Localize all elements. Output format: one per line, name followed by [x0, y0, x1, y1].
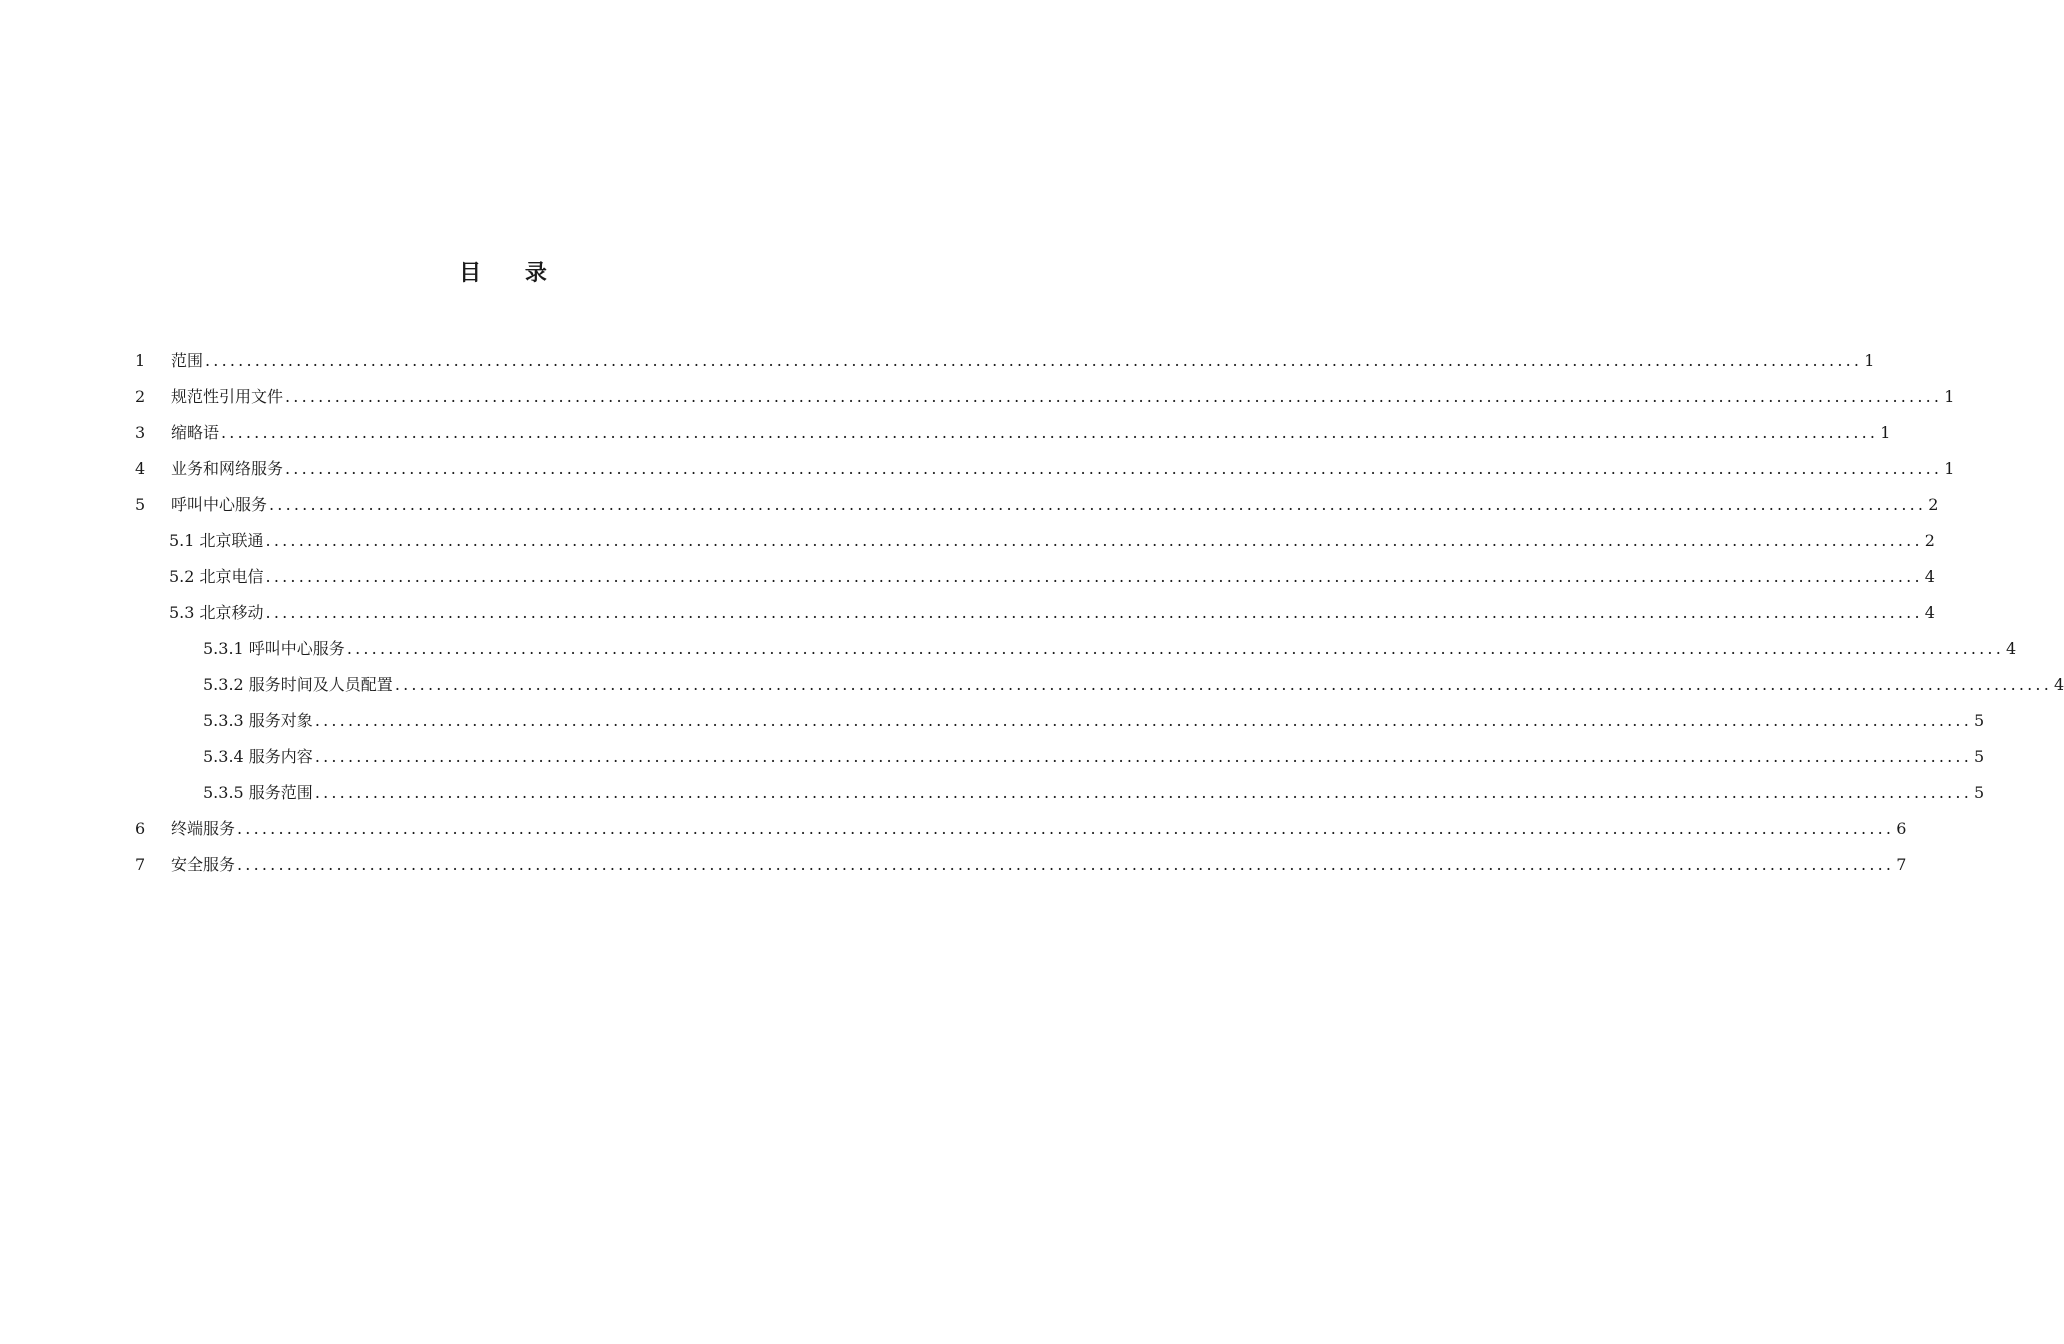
toc-entry-page: 1: [1864, 351, 1875, 370]
toc-entry[interactable]: [135, 487, 1939, 523]
toc-entry[interactable]: [135, 739, 1985, 775]
toc-leader-dots: ........................................................................................................................................................................................................: [314, 747, 1972, 766]
toc-leader-dots: ........................................................................................................................................................................................................: [269, 495, 1927, 514]
toc-leader-dots: ........................................................................................................................................................................................................: [346, 639, 2004, 658]
toc-leader-dots: ........................................................................................................................................................................................................: [314, 783, 1972, 802]
toc-entry-page: 4: [1924, 567, 1935, 586]
toc-entry-title: 业务和网络服务: [171, 459, 284, 478]
toc-entry-title: 5.3.2 服务时间及人员配置: [203, 675, 393, 694]
toc-entry-page: 4: [2006, 639, 2017, 658]
toc-entry-page: 7: [1896, 855, 1907, 874]
toc-entry-title: 5.1 北京联通: [169, 531, 264, 550]
toc-entry-page: 5: [1974, 783, 1985, 802]
toc-entry-number: 1: [135, 351, 146, 370]
toc-entry-page: 5: [1974, 747, 1985, 766]
toc-entry[interactable]: [135, 811, 1907, 847]
toc-entry-page: 2: [1928, 495, 1939, 514]
toc-entry-title: 呼叫中心服务: [171, 495, 268, 514]
toc-entry[interactable]: [135, 415, 1891, 451]
toc-entry-title: 安全服务: [171, 855, 236, 874]
toc-entry[interactable]: [135, 343, 1875, 379]
toc-entry-title: 缩略语: [171, 423, 220, 442]
toc-leader-dots: ........................................................................................................................................................................................................: [314, 711, 1972, 730]
toc-entry[interactable]: [135, 523, 1935, 559]
toc-entry-title: 5.3.1 呼叫中心服务: [203, 639, 345, 658]
toc-entry-page: 2: [1924, 531, 1935, 550]
toc-entry-title: 5.2 北京电信: [169, 567, 264, 586]
toc-title: 目 录: [459, 261, 565, 286]
toc-entry-number: 6: [135, 819, 146, 838]
toc-entry[interactable]: [135, 775, 1985, 811]
toc-entry-page: 1: [1944, 459, 1955, 478]
toc-entry[interactable]: [135, 595, 1935, 631]
toc-entry-title: 5.3 北京移动: [169, 603, 264, 622]
toc-leader-dots: ........................................................................................................................................................................................................: [221, 423, 1879, 442]
toc-leader-dots: ........................................................................................................................................................................................................: [205, 351, 1863, 370]
toc-entry-page: 6: [1896, 819, 1907, 838]
toc-entry[interactable]: [135, 379, 1955, 415]
toc-entry-page: 1: [1944, 387, 1955, 406]
toc-entry-title: 5.3.5 服务范围: [203, 783, 313, 802]
toc-entry[interactable]: [135, 847, 1907, 883]
toc-leader-dots: ........................................................................................................................................................................................................: [394, 675, 2052, 694]
toc-entry-page: 5: [1974, 711, 1985, 730]
toc-leader-dots: ........................................................................................................................................................................................................: [265, 531, 1923, 550]
toc-entry-page: 4: [1924, 603, 1935, 622]
toc-entry-number: 3: [135, 423, 146, 442]
toc-leader-dots: ........................................................................................................................................................................................................: [285, 387, 1943, 406]
toc-leader-dots: ........................................................................................................................................................................................................: [265, 603, 1923, 622]
toc-entry[interactable]: [135, 703, 1985, 739]
toc-leader-dots: ........................................................................................................................................................................................................: [265, 567, 1923, 586]
toc-entry-number: 5: [135, 495, 146, 514]
toc-entry-title: 5.3.4 服务内容: [203, 747, 313, 766]
toc-entry-number: 7: [135, 855, 146, 874]
toc-entry-title: 终端服务: [171, 819, 236, 838]
toc-leader-dots: ........................................................................................................................................................................................................: [285, 459, 1943, 478]
table-of-contents: [135, 343, 2064, 883]
toc-entry-page: 1: [1880, 423, 1891, 442]
toc-entry-page: 4: [2054, 675, 2064, 694]
toc-entry[interactable]: [135, 631, 2017, 667]
toc-leader-dots: ........................................................................................................................................................................................................: [237, 819, 1895, 838]
toc-entry[interactable]: [135, 667, 2064, 703]
toc-leader-dots: ........................................................................................................................................................................................................: [237, 855, 1895, 874]
toc-entry[interactable]: [135, 559, 1935, 595]
toc-entry-title: 规范性引用文件: [171, 387, 284, 406]
toc-entry-number: 2: [135, 387, 146, 406]
toc-entry-title: 范围: [171, 351, 204, 370]
toc-entry-number: 4: [135, 459, 146, 478]
toc-entry[interactable]: [135, 451, 1955, 487]
toc-entry-title: 5.3.3 服务对象: [203, 711, 313, 730]
